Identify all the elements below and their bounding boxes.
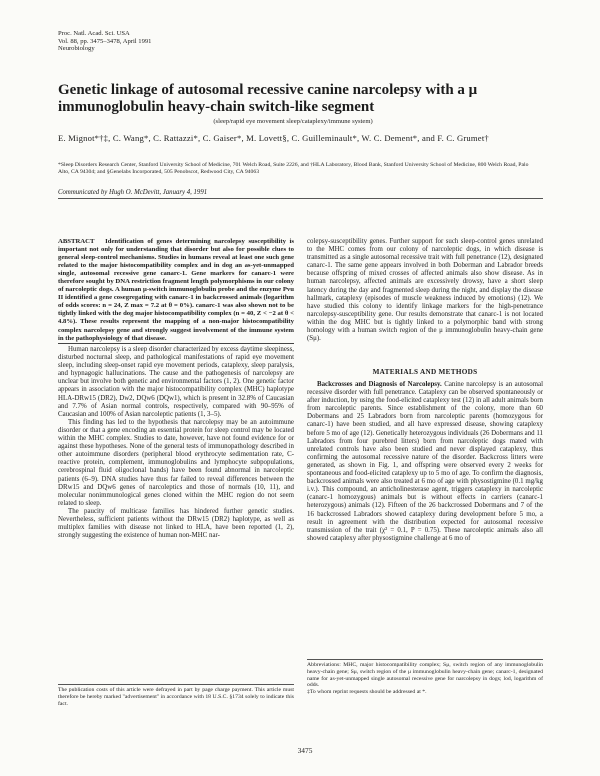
article-title: Genetic linkage of autosomal recessive canine narcolepsy with a μ immunoglobulin heavy-chain switch-like segment xyxy=(58,82,478,115)
methods-text xyxy=(307,381,543,543)
intro-continuation: colepsy-susceptibility genes. Further support for such sleep-control genes unrelated to the MHC comes from our colony of narcoleptic dogs, in which disease is transmitted as a single autosomal recessive trait with full penetrance (12), designated canarc-1. The same gene appears involved in both Doberman and Labrador breeds because offspring of mixed crosses of affected animals also show disease. As in human narcolepsy, affected animals are excessively drowsy, have a short sleep latency during the day and fragmented sleep during the night, and display the disease hallmark, cataplexy (episodes of muscle weakness induced by emotions) (12). We have studied this colony to identify linkage markers for the high-penetrance narcolepsy-susceptibility gene. Our results demonstrate that canarc-1 is not located within the dog MHC but is tightly linked to a polymorphic band with strong homology with a human switch region of the μ immunoglobulin heavy-chain gene (Sμ). xyxy=(307,238,543,343)
abstract xyxy=(58,238,294,343)
affiliations: *Sleep Disorders Research Center, Stanford University School of Medicine, 701 Welch Road, Suite 2226, and †HLA Laboratory, Blood Bank, Stanford University School of Medicine, 800 Welch Road, Palo Alto, CA 94304; and §Genelabs Incorporated, 505 Penobscot, Redwood City, CA 94063 xyxy=(58,162,529,175)
correspondence: ‡To whom reprint requests should be addressed at *. xyxy=(307,689,427,696)
keywords: (sleep/rapid eye movement sleep/cataplexy/immune system) xyxy=(213,118,373,125)
author-list: E. Mignot*†‡, C. Wang*, C. Rattazzi*, C. Gaiser*, M. Lovett§, C. Guilleminault*, W. C. Dement*, and F. C. Grumet† xyxy=(58,133,489,143)
journal-name: Proc. Natl. Acad. Sci. USA xyxy=(58,30,130,37)
abbreviations-footnote xyxy=(307,662,543,696)
abbreviations-divider xyxy=(307,659,543,660)
abstract-label: ABSTRACT xyxy=(58,238,95,245)
introduction xyxy=(58,346,294,540)
communicated-by: Communicated by Hugh O. McDevitt, January 4, 1991 xyxy=(58,189,208,196)
journal-volume: Vol. 88, pp. 3475–3478, April 1991 xyxy=(58,37,152,45)
publication-cost-footnote: The publication costs of this article were defrayed in part by page charge payment. This article must therefore be hereby marked "advertisement" in accordance with 18 U.S.C. §1734 solely to indicate this fact. xyxy=(58,687,294,707)
page-number: 3475 xyxy=(297,746,313,755)
abstract-divider xyxy=(58,343,294,344)
journal-header xyxy=(58,30,258,53)
intro-paragraph: This finding has led to the hypothesis that narcolepsy may be an autoimmune disorder or that a gene encoding an essential protein for sleep control may be located within the MHC complex. Studies to date, however, have not found evidence for or against these hypotheses. None of the general tests of immunopathology described in other autoimmune disorders (peripheral blood erythrocyte sedimentation rate, C-reactive protein, complement, immunoglobulins and lymphocyte subpopulations, cerebrospinal fluid oligoclonal bands) have been found abnormal in narcoleptic patients (6–9). DNA studies have thus far failed to reveal differences between the DRw15 and DQw6 genes of narcoleptics and those of normals (10, 11), and molecular nonimmunological genes cloned within the MHC region do not seem related to sleep. xyxy=(58,418,294,507)
abbreviations: Abbreviations: MHC, major histocompatibility complex; Sμ, switch region of any immunoglobulin heavy-chain gene; Sμ, switch region of the μ immunoglobulin heavy-chain gene; canarc-1, designated name for as-yet-unmapped single autosomal recessive gene for narcolepsy in dogs; lod, logarithm of odds. xyxy=(307,662,543,689)
header-divider xyxy=(58,198,543,199)
methods-subheading: Backcrosses and Diagnosis of Narcolepsy. xyxy=(317,381,442,388)
methods-paragraph: Canine narcolepsy is an autosomal recessive disorder with full penetrance. Cataplexy can be observed spontaneously or after induction, by using the food-elicited cataplexy test (12) in all adult animals born from narcoleptic parents. Since establishment of the colony, more than 60 Dobermans and 25 Labradors born from narcoleptic parents (homozygous for canarc-1) have been studied, and all have expressed disease, showing cataplexy before 5 mo of age (12). Genetically heterozygous individuals (26 Dobermans and 11 Labradors from four purebred litters) born from narcoleptic dogs mated with unrelated controls have also been studied and never displayed cataplexy, thus confirming the autosomal recessive nature of the disorder. Backcross litters were generated, as shown in Fig. 1, and offspring were observed every 2 weeks for spontaneous and food-elicited cataplexy up to 5 mo of age. To confirm the diagnosis, backcrossed animals were also treated at 6 mo of age with physostigmine (0.1 mg/kg i.v.). This compound, an anticholinesterase agent, triggers cataplexy in narcoleptic (canarc-1 homozygous) animals but is without effects in carriers (canarc-1 heterozygous) animals (12). Fifteen of the 26 backcrossed Dobermans and 7 of the 16 backcrossed Labradors showed cataplexy during development before 5 mo, a result in agreement with the distribution expected for autosomal recessive transmission of the trait (χ² = 0.1, P = 0.75). These narcoleptic animals also all showed cataplexy after physostigmine challenge at 6 mo of xyxy=(307,381,543,542)
right-column-intro xyxy=(307,238,543,343)
journal-section: Neurobiology xyxy=(58,45,95,53)
intro-paragraph: The paucity of multicase families has hindered further genetic studies. Nevertheless, sufficient patients without the DRw15 (DR2) haplotype, as well as multiplex families with disease not linked to HLA, have been reported (1, 2), strongly suggesting the existence of human non-MHC nar- xyxy=(58,507,294,540)
abstract-text: Identification of genes determining narcolepsy susceptibility is important not only for understanding that disorder but also for possible clues to general sleep-control mechanisms. Studies in humans reveal at least one such gene related to the major histocompatibility complex and in dog an as-yet-unmapped single, autosomal recessive gene canarc-1. Gene markers for canarc-1 were therefore sought by DNA restriction fragment length polymorphisms in our colony of narcoleptic dogs. A human μ-switch immunoglobulin probe and the enzyme Pvu II identified a gene cosegregating with canarc-1 in backcrossed animals (logarithm of odds scores: n = 24, Z max = 7.2 at θ = 0%). canarc-1 was also shown not to be tightly linked with the dog major histocompatibility complex (n = 40, Z < −2 at θ < 4.8%). These results represent the mapping of a non-major histocompatibility complex narcolepsy gene and strongly suggest involvement of the immune system in the pathophysiology of that disease. xyxy=(58,238,295,342)
intro-paragraph: Human narcolepsy is a sleep disorder characterized by excess daytime sleepiness, disturbed nocturnal sleep, and pathological manifestations of rapid eye movement sleep, including sleep-onset rapid eye movement periods, cataplexy, sleep paralysis, and hypnagogic hallucinations. The cause and the pathogenesis of narcolepsy are unclear but involve both genetic and environmental factors (1, 2). One genetic factor appears in association with the major histocompatibility complex (MHC) haplotype HLA-DRw15 (DR2), Dw2, DQw6 (DQw1), which is present in 32.8% of Caucasian and 7.7% of Asian normal controls, respectively, compared with 90–95% of Caucasian and 100% of Asian narcoleptic patients (1, 3–5). xyxy=(58,346,294,418)
footnote-divider xyxy=(58,684,294,685)
section-heading: MATERIALS AND METHODS xyxy=(372,368,478,376)
